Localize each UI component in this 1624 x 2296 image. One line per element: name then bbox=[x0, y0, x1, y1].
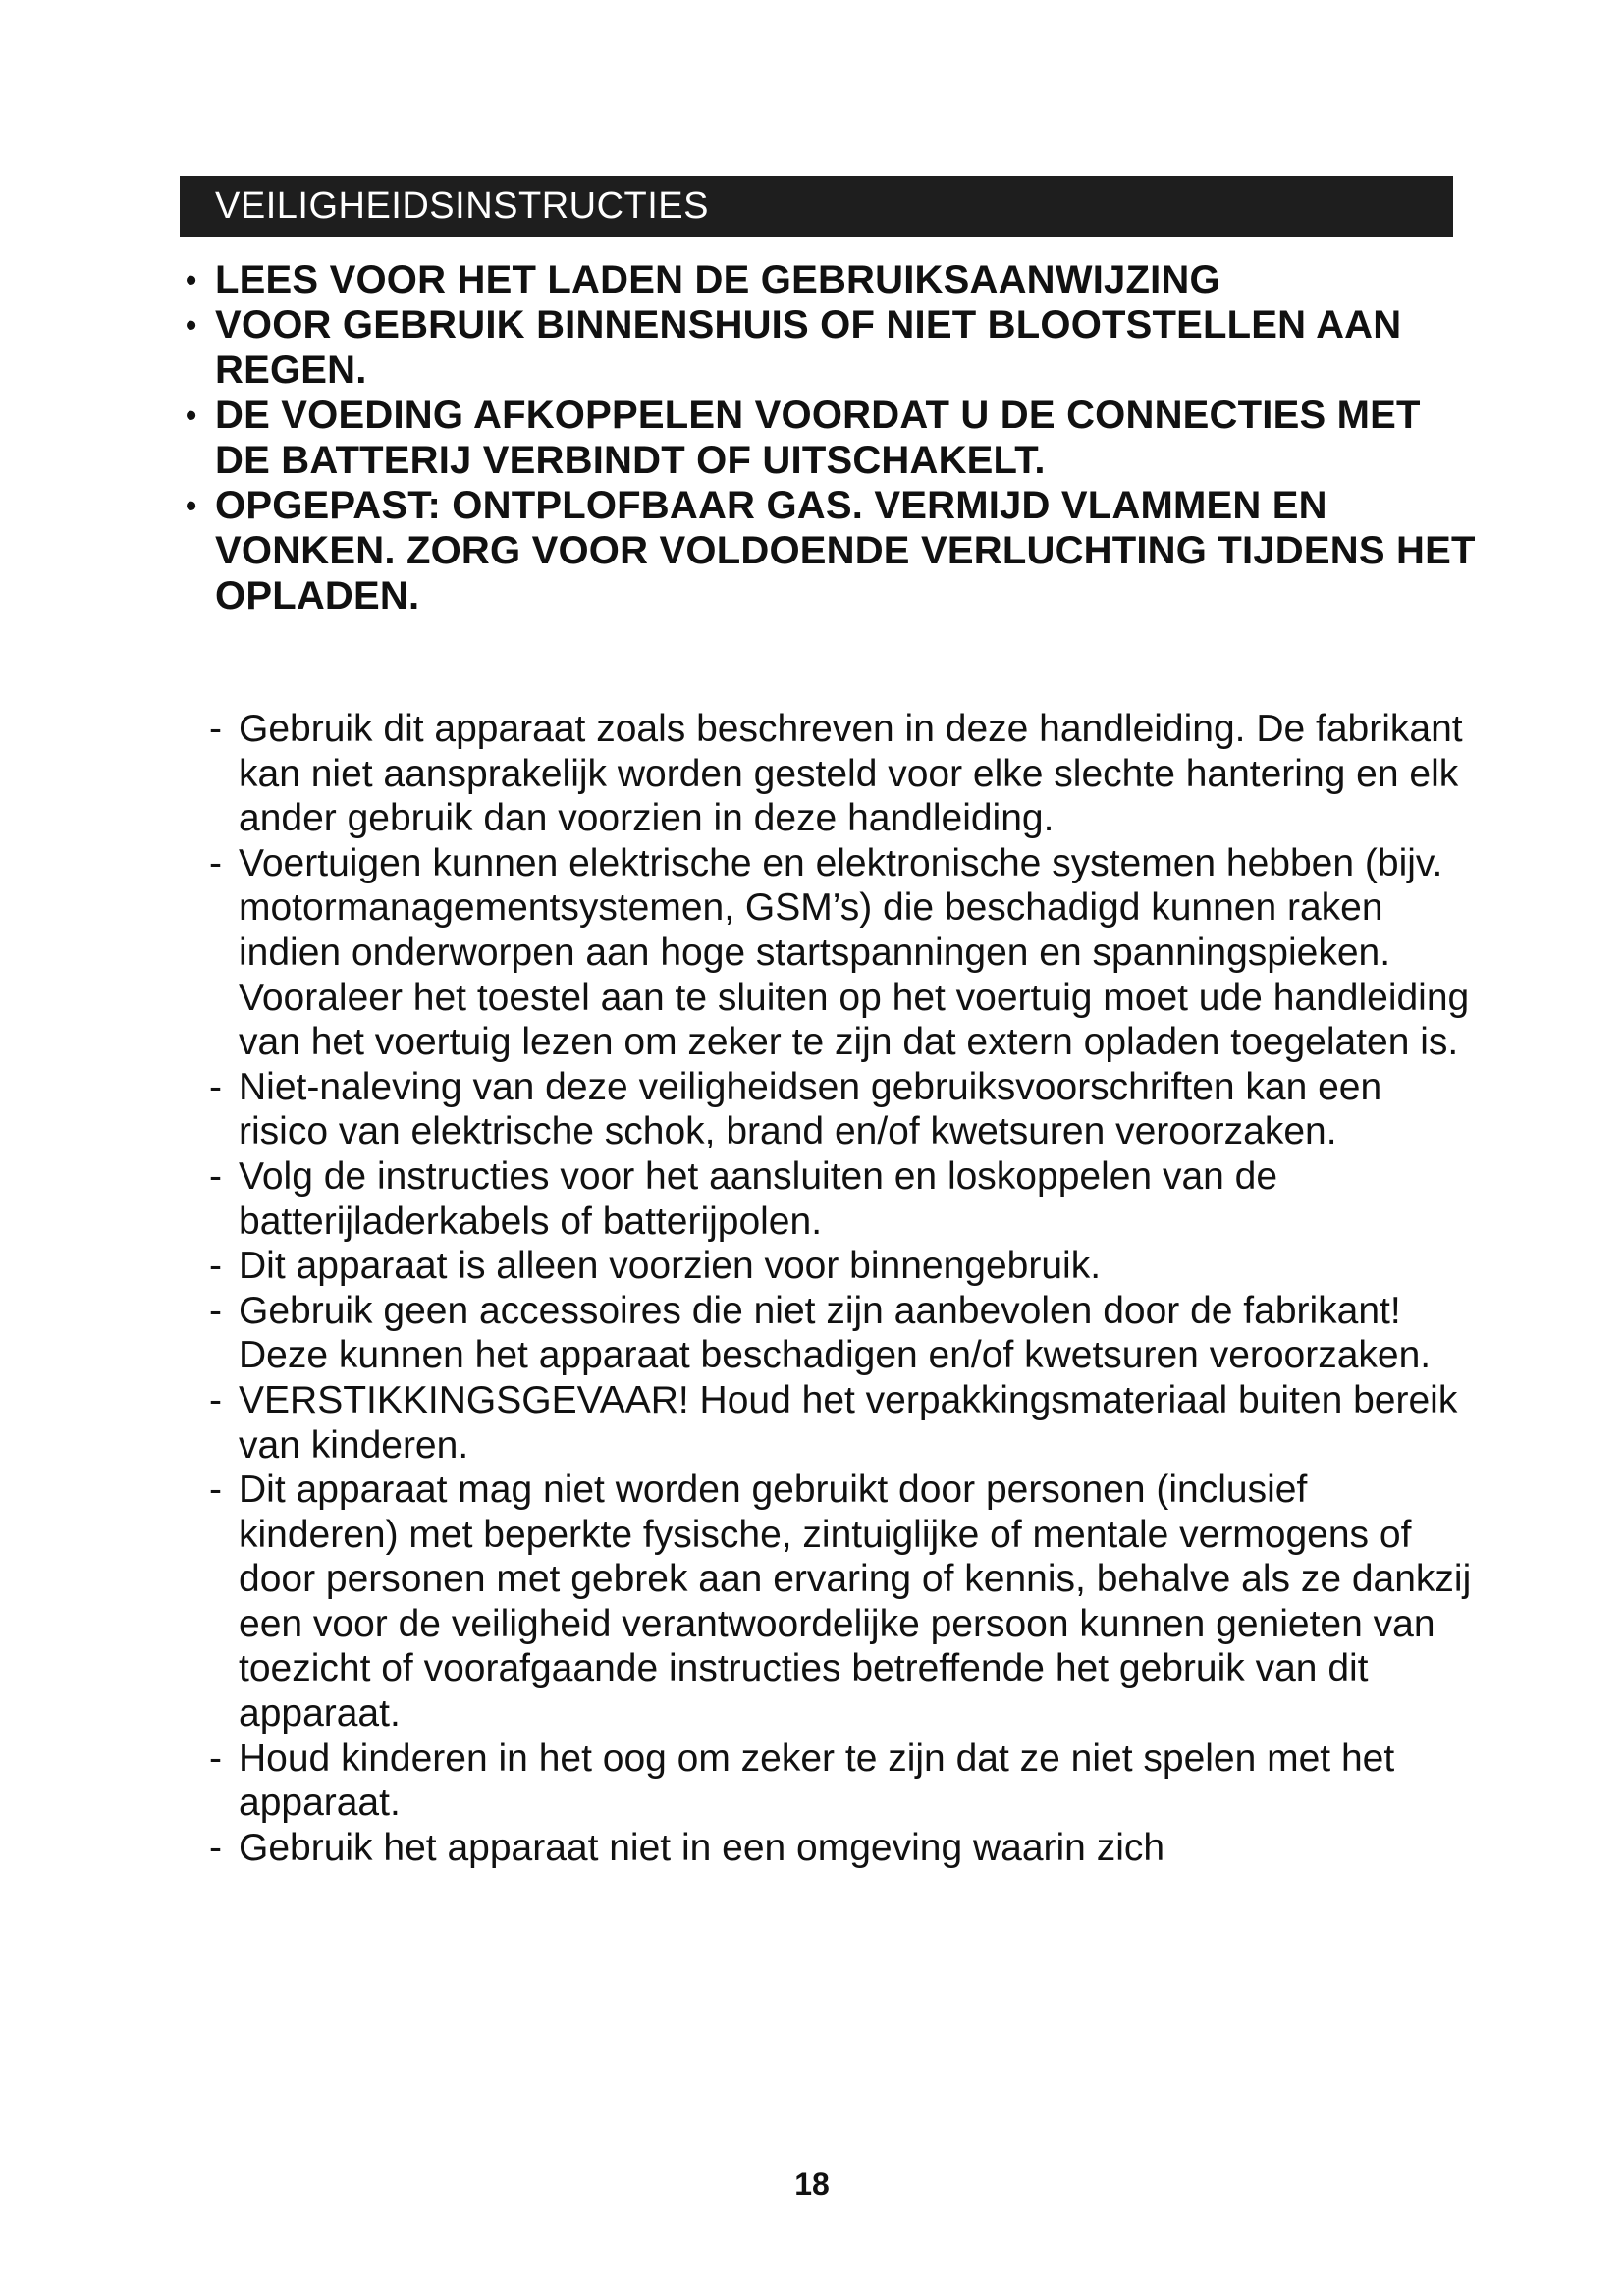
dash-marker: - bbox=[209, 1065, 222, 1108]
instruction-item bbox=[209, 1826, 1476, 1871]
dash-marker: - bbox=[209, 1154, 222, 1198]
bullet-icon: • bbox=[186, 398, 197, 433]
instruction-item bbox=[209, 1154, 1476, 1244]
instruction-list bbox=[209, 707, 1476, 1870]
dash-marker: - bbox=[209, 1378, 222, 1421]
instruction-text: Volg de instructies voor het aansluiten en loskoppelen van de batterijladerkabels of batterijpolen. bbox=[239, 1154, 1278, 1243]
instruction-text: Gebruik geen accessoires die niet zijn aanbevolen door de fabrikant! Deze kunnen het apparaat beschadigen en/of kwetsuren veroorzaken. bbox=[239, 1289, 1432, 1377]
instruction-item bbox=[209, 1468, 1476, 1736]
bullet-icon: • bbox=[186, 307, 197, 343]
section-title: VEILIGHEIDSINSTRUCTIES bbox=[215, 186, 709, 227]
dash-marker: - bbox=[209, 1736, 222, 1780]
instruction-text: Gebruik het apparaat niet in een omgeving waarin zich bbox=[239, 1826, 1165, 1869]
warning-text: LEES VOOR HET LADEN DE GEBRUIKSAANWIJZING bbox=[215, 258, 1220, 301]
instruction-text: Voertuigen kunnen elektrische en elektronische systemen hebben (bijv. motormanagementsystemen, GSM’s) die beschadigd kunnen raken indien onderworpen aan hoge startspanningen en spanningspieken. Vooraleer het toestel aan te sluiten op het voertuig moet ude handleiding van het voertuig lezen om zeker te zijn dat extern opladen toegelaten is. bbox=[239, 841, 1470, 1064]
instruction-text: Niet-naleving van deze veiligheidsen gebruiksvoorschriften kan een risico van elektrische schok, brand en/of kwetsuren veroorzaken. bbox=[239, 1065, 1382, 1153]
instruction-item bbox=[209, 1736, 1476, 1826]
warning-list bbox=[180, 257, 1476, 618]
warning-item bbox=[180, 302, 1476, 393]
warning-item bbox=[180, 393, 1476, 483]
instruction-text: Dit apparaat is alleen voorzien voor binnengebruik. bbox=[239, 1245, 1102, 1288]
warning-text: DE VOEDING AFKOPPELEN VOORDAT U DE CONNECTIES MET DE BATTERIJ VERBINDT OF UITSCHAKELT. bbox=[215, 394, 1421, 482]
dash-marker: - bbox=[209, 1289, 222, 1332]
instruction-text: Dit apparaat mag niet worden gebruikt door personen (inclusief kinderen) met beperkte fysische, zintuiglijke of mentale vermogens of door personen met gebrek aan ervaring of kennis, behalve als ze dankzij een voor de veiligheid verantwoordelijke persoon kunnen genieten van toezicht of voorafgaande instructies betreffende het gebruik van dit apparaat. bbox=[239, 1468, 1472, 1735]
bullet-icon: • bbox=[186, 488, 197, 523]
warning-item bbox=[180, 257, 1476, 302]
page-number: 18 bbox=[794, 2166, 830, 2202]
dash-marker: - bbox=[209, 1826, 222, 1869]
section-header bbox=[180, 176, 1453, 237]
warning-text: VOOR GEBRUIK BINNENSHUIS OF NIET BLOOTSTELLEN AAN REGEN. bbox=[215, 303, 1402, 392]
warning-item bbox=[180, 483, 1476, 618]
instruction-text: Gebruik dit apparaat zoals beschreven in deze handleiding. De fabrikant kan niet aansprakelijk worden gesteld voor elke slechte hantering en elk ander gebruik dan voorzien in deze handleiding. bbox=[239, 708, 1463, 840]
bullet-icon: • bbox=[186, 262, 197, 297]
instruction-item bbox=[209, 1289, 1476, 1378]
instruction-item bbox=[209, 841, 1476, 1065]
instruction-item bbox=[209, 1378, 1476, 1468]
dash-marker: - bbox=[209, 708, 222, 750]
instruction-item bbox=[209, 1244, 1476, 1289]
instruction-text: Houd kinderen in het oog om zeker te zijn dat ze niet spelen met het apparaat. bbox=[239, 1736, 1395, 1825]
instruction-item bbox=[209, 1065, 1476, 1154]
dash-marker: - bbox=[209, 1468, 222, 1512]
instruction-text: VERSTIKKINGSGEVAAR! Houd het verpakkingsmateriaal buiten bereik van kinderen. bbox=[239, 1378, 1458, 1467]
instruction-item bbox=[209, 707, 1476, 841]
dash-marker: - bbox=[209, 1245, 222, 1288]
warning-text: OPGEPAST: ONTPLOFBAAR GAS. VERMIJD VLAMMEN EN VONKEN. ZORG VOOR VOLDOENDE VERLUCHTING TIJDENS HET OPLADEN. bbox=[215, 484, 1476, 617]
dash-marker: - bbox=[209, 841, 222, 884]
